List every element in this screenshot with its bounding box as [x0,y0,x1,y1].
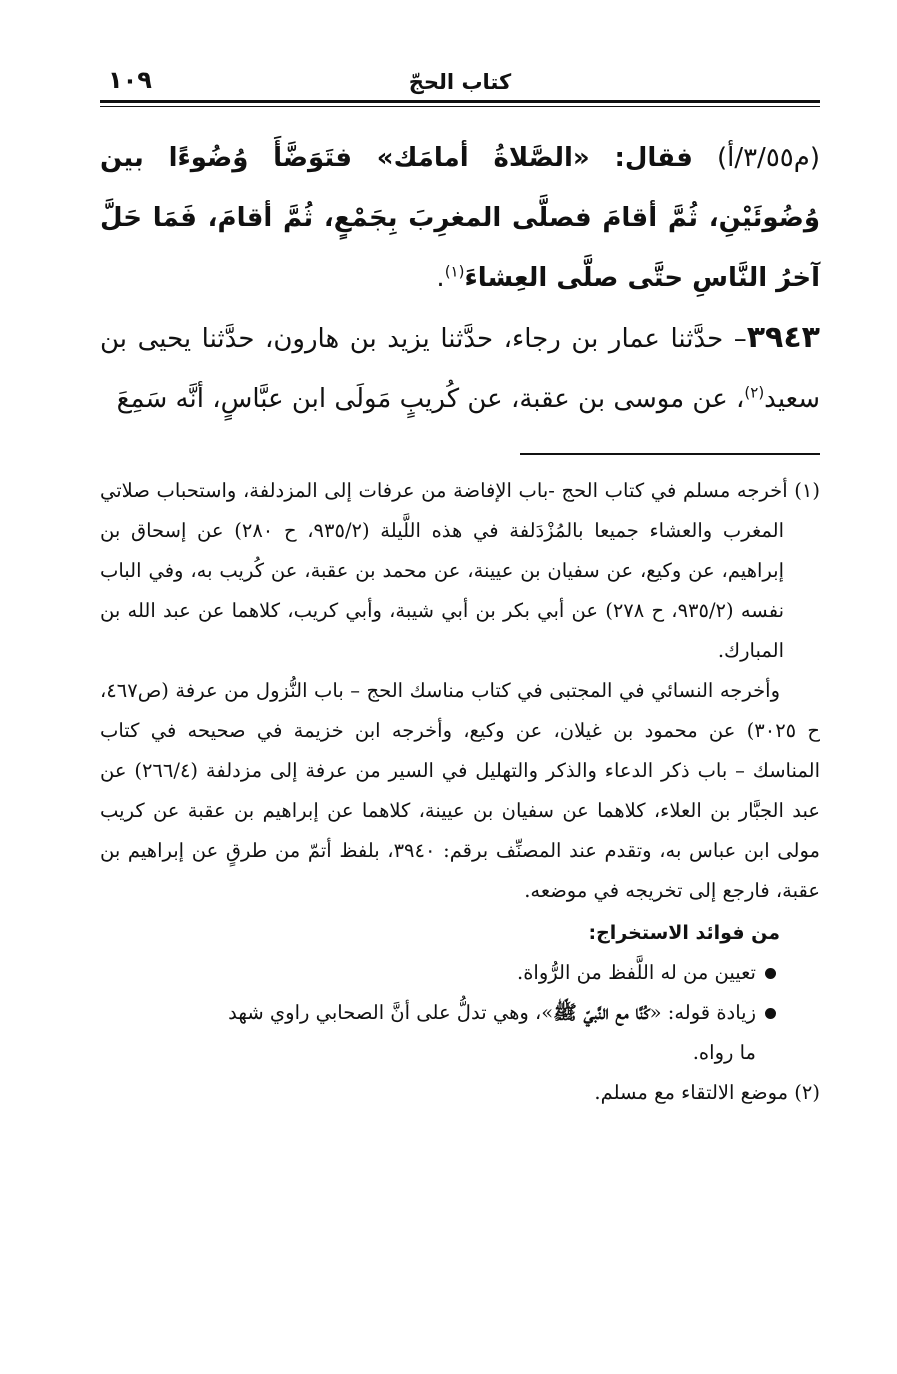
list-item [100,993,820,1033]
hadith-continuation [100,128,820,308]
isnad-part-2: ، عن موسى بن عقبة، عن كُريبٍ مَولَى ابن عبَّاسٍ، أنَّه سَمِعَ [116,384,745,414]
footnote-marker-1: (١) [444,262,465,281]
sentence-end: . [436,263,445,293]
list-item [100,953,820,993]
bullet-icon [765,968,776,979]
footnote-2: (٢) موضع الالتقاء مع مسلم. [594,1081,820,1104]
page-number: ١٠٩ [108,66,152,94]
main-text [100,128,820,429]
hadith-3943 [100,308,820,429]
bullet-rest: »، وهي تدلُّ على أنَّ الصحابي راوي شهد [228,1001,554,1024]
hadith-matn: فقال: «الصَّلاةُ أمامَك» فتَوَضَّأَ وُضُوءًا بين وُضُوئَيْنِ، ثُمَّ أقامَ فصلَّى المغرِبَ بِجَمْعٍ، ثُمَّ أقامَ، فَمَا حَلَّ آخرُ النَّاسِ حتَّى صلَّى العِشاءَ [100,143,820,293]
header-rule [100,100,820,103]
page-header [100,62,820,102]
footnote-1-continued: وأخرجه النسائي في المجتبى في كتاب مناسك الحج – باب النُّزول من عرفة (ص٤٦٧، ح ٣٠٢٥) عن محمود بن غيلان، عن وكيع، وأخرجه ابن خزيمة في صحيحه في كتاب المناسك – باب ذكر الدعاء والذكر والتهليل في السير من عرفة إلى مزدلفة (٢٦٦/٤) عن عبد الجبَّار بن العلاء، كلاهما عن سفيان بن عيينة، كلاهما عن إبراهيم بن عقبة عن كريب مولى ابن عباس به، وتقدم عند المصنِّف برقم: ٣٩٤٠، بلفظ أتمّ من طرقٍ عن إبراهيم بن عقبة، فارجع إلى تخريجه في موضعه. [100,679,820,902]
benefits-list [100,953,820,1033]
benefits-heading: من فوائد الاستخراج: [588,922,780,944]
book-page [100,62,820,1113]
bullet-continuation: ما رواه. [692,1041,756,1064]
bullet-lead: زيادة قوله: « [649,1001,756,1024]
header-rule-thin [100,106,820,107]
bullet-text: تعيين من له اللَّفظ من الرُّواة. [517,961,756,984]
manuscript-ref: (م٣/٥٥/أ) [692,143,820,173]
footnote-1-takhrij: (١) أخرجه مسلم في كتاب الحج -باب الإفاضة من عرفات إلى المزدلفة، واستحباب صلاتي المغرب والعشاء جميعا بالمُزْدَلفة في هذه اللَّيلة (٩٣٥/٢، ح ٢٨٠) عن إسحاق بن إبراهيم، عن وكيع، عن سفيان بن عيينة، عن محمد بن عقبة، عن كُريب به، وفي الباب نفسه (٩٣٥/٢، ح ٢٧٨) عن أبي بكر بن أبي شيبة، وأبي كريب، كلاهما عن عبد الله بن المبارك. [100,479,820,662]
running-title: كتاب الحجّ [408,70,512,94]
bullet-icon [765,1008,776,1019]
footnote-divider [520,453,820,455]
isnad-part-1: – حدَّثنا عمار بن رجاء، حدَّثنا يزيد بن هارون، حدَّثنا يحيى بن سعيد [100,324,820,414]
footnotes [100,471,820,1113]
bullet-quote: كُنَّا مع النَّبيّ ﷺ [553,1001,650,1024]
footnote-marker-2: (٢) [744,383,765,402]
hadith-number: ٣٩٤٣ [746,320,820,355]
